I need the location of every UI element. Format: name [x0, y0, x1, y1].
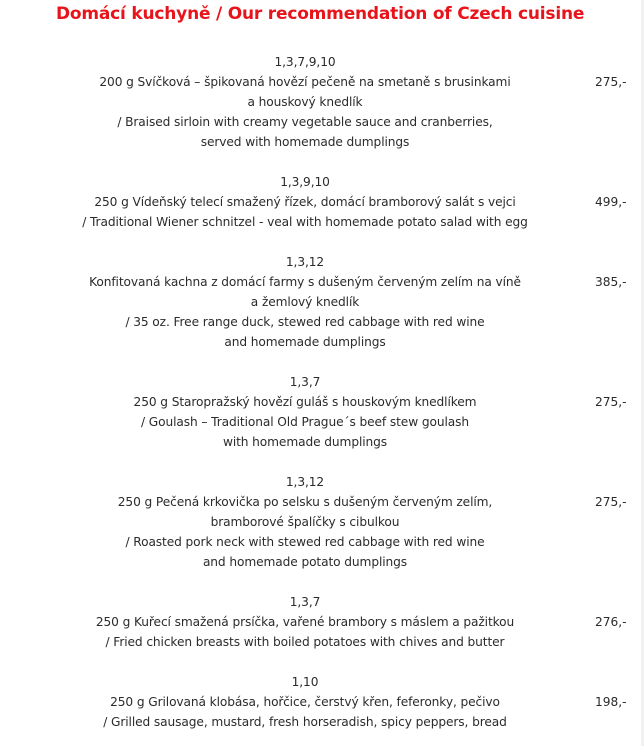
dish-line: 200 g Svíčková – špikovaná hovězí pečeně na smetaně s brusinkami [99, 75, 511, 89]
dish-price: 275,- [595, 495, 627, 509]
dish-line: / 35 oz. Free range duck, stewed red cabbage with red wine [125, 315, 485, 329]
dish-line: / Traditional Wiener schnitzel - veal with homemade potato salad with egg [82, 215, 528, 229]
dish-price: 275,- [595, 395, 627, 409]
dish-line: / Roasted pork neck with stewed red cabbage with red wine [125, 535, 485, 549]
dish-allergens: 1,10 [291, 675, 319, 689]
dish-line: Konfitovaná kachna z domácí farmy s dušeným červeným zelím na víně [89, 275, 521, 289]
dish-description [0, 252, 610, 352]
dish-line: with homemade dumplings [222, 435, 388, 449]
dish-line: 250 g Vídeňský telecí smažený řízek, domácí bramborový salát s vejci [94, 195, 516, 209]
dish-line: 250 g Grilovaná klobása, hořčice, čerstvý křen, feferonky, pečivo [110, 695, 500, 709]
dish-line: a houskový knedlík [247, 95, 363, 109]
dish-description [0, 372, 610, 452]
menu-item-goulash [0, 372, 644, 452]
dish-line: / Fried chicken breasts with boiled potatoes with chives and butter [105, 635, 505, 649]
dish-allergens: 1,3,9,10 [280, 175, 330, 189]
dish-description [0, 472, 610, 572]
dish-line: 250 g Staropražský hovězí guláš s houskovým knedlíkem [133, 395, 477, 409]
dish-description [0, 592, 610, 652]
menu-item-duck [0, 252, 644, 352]
dish-line: bramborové špalíčky s cibulkou [210, 515, 400, 529]
menu-item-chicken [0, 592, 644, 652]
menu-item-sausage [0, 672, 644, 732]
dish-price: 275,- [595, 75, 627, 89]
dish-description [0, 672, 610, 732]
dish-line: 250 g Pečená krkovička po selsku s dušeným červeným zelím, [117, 495, 493, 509]
dish-line: / Braised sirloin with creamy vegetable sauce and cranberries, [117, 115, 493, 129]
dish-allergens: 1,3,7 [289, 595, 321, 609]
dish-price: 385,- [595, 275, 627, 289]
dish-price: 499,- [595, 195, 627, 209]
menu-item-schnitzel [0, 172, 644, 232]
dish-line: and homemade dumplings [224, 335, 386, 349]
dish-line: a žemlový knedlík [250, 295, 360, 309]
dish-description [0, 52, 610, 152]
dish-line: 250 g Kuřecí smažená prsíčka, vařené brambory s máslem a pažitkou [95, 615, 515, 629]
dish-price: 276,- [595, 615, 627, 629]
dish-line: and homemade potato dumplings [202, 555, 408, 569]
dish-line: / Grilled sausage, mustard, fresh horseradish, spicy peppers, bread [103, 715, 507, 729]
page-title: Domácí kuchyně / Our recommendation of Czech cuisine [56, 4, 585, 24]
dish-allergens: 1,3,12 [285, 255, 325, 269]
dish-line: served with homemade dumplings [200, 135, 410, 149]
dish-allergens: 1,3,7,9,10 [274, 55, 336, 69]
menu-item-svickova [0, 52, 644, 152]
dish-description [0, 172, 610, 232]
dish-allergens: 1,3,12 [285, 475, 325, 489]
menu-item-pork-neck [0, 472, 644, 572]
dish-line: / Goulash – Traditional Old Prague´s beef stew goulash [141, 415, 469, 429]
dish-price: 198,- [595, 695, 627, 709]
dish-allergens: 1,3,7 [289, 375, 321, 389]
